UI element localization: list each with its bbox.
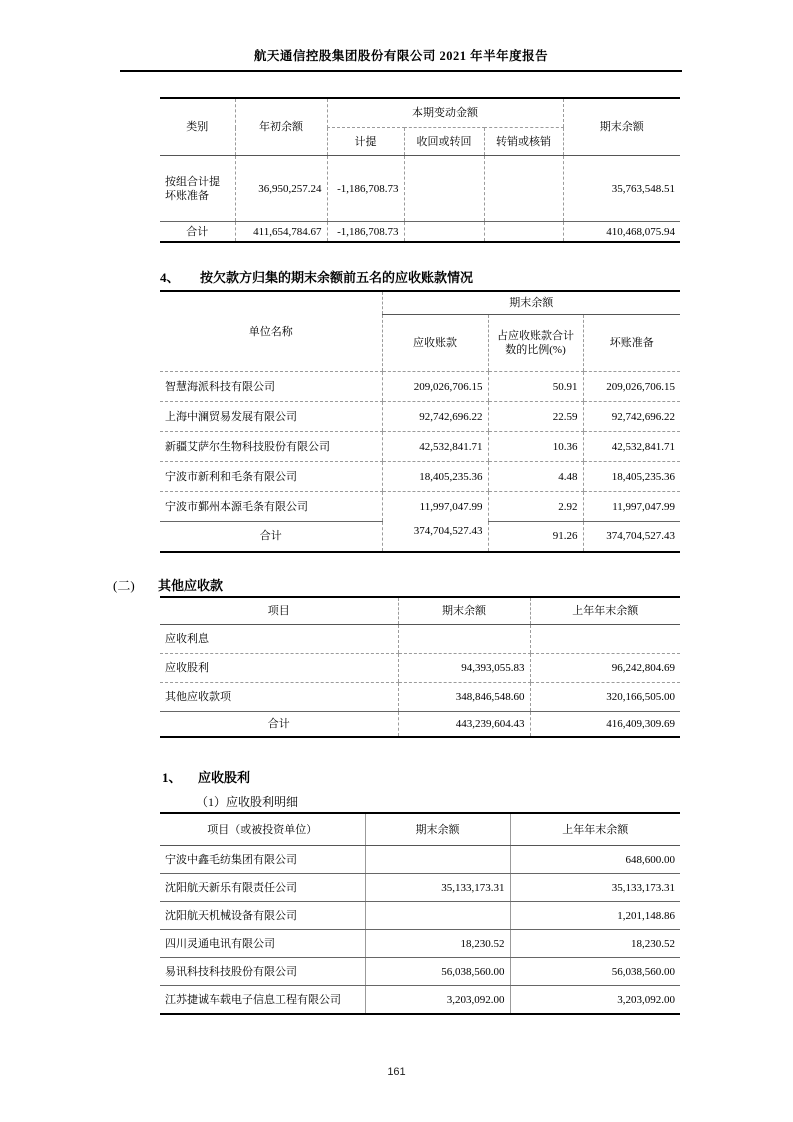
amount-cell: 648,600.00: [510, 846, 680, 874]
table-row: [160, 462, 680, 492]
amount-cell: [365, 902, 510, 930]
table-row: [160, 958, 680, 986]
col-header-ratio: 占应收账款合计数的比例(%): [488, 315, 583, 372]
section-heading-dividend: [162, 767, 250, 786]
section-number: (二): [113, 578, 135, 593]
amount-cell: 3,203,092.00: [365, 986, 510, 1015]
total-label-cell: 合计: [259, 530, 282, 543]
table-row: [160, 846, 680, 874]
page-number: 161: [387, 1066, 406, 1078]
amount-cell: 348,846,548.60: [398, 683, 530, 712]
amount-cell: [404, 156, 484, 222]
amount-cell: 18,230.52: [365, 930, 510, 958]
table-row: [160, 930, 680, 958]
amount-cell: 209,026,706.15: [382, 372, 488, 402]
table-row: [160, 372, 680, 402]
col-header-prior: 上年年末余额: [530, 597, 680, 625]
amount-cell: 18,230.52: [510, 930, 680, 958]
dividend-detail-table: [160, 812, 680, 1015]
item-cell: 其他应收款项: [160, 683, 398, 712]
unit-name-cell: 宁波市鄞州本源毛条有限公司: [160, 492, 382, 522]
section-title: 按欠款方归集的期末余额前五名的应收账款情况: [200, 270, 474, 285]
amount-cell: 35,133,173.31: [365, 874, 510, 902]
amount-cell: 11,997,047.99: [583, 492, 680, 522]
amount-cell: 35,133,173.31: [510, 874, 680, 902]
col-header-category: 类别: [160, 98, 235, 156]
table-total-row: [160, 712, 680, 738]
item-cell: 江苏捷诚车载电子信息工程有限公司: [165, 993, 341, 1006]
table-row: [160, 625, 680, 654]
subsection-heading-dividend-detail: （1）应收股利明细: [196, 795, 299, 809]
ratio-cell: 2.92: [488, 492, 583, 522]
amount-cell: [365, 846, 510, 874]
table-header-row: [160, 98, 680, 128]
header-rule: [120, 70, 682, 72]
item-cell: 应收利息: [160, 625, 398, 654]
item-cell: 沈阳航天新乐有限责任公司: [160, 874, 365, 902]
amount-cell: 96,242,804.69: [530, 654, 680, 683]
col-header-prior: 上年年末余额: [510, 813, 680, 846]
ratio-cell: 50.91: [488, 372, 583, 402]
item-cell: 宁波中鑫毛纺集团有限公司: [160, 846, 365, 874]
amount-cell: 92,742,696.22: [382, 402, 488, 432]
ratio-cell: 91.26: [488, 522, 583, 552]
amount-cell: 443,239,604.43: [398, 712, 530, 738]
col-header-bad-debt: 坏账准备: [583, 315, 680, 372]
ratio-cell: 4.48: [488, 462, 583, 492]
col-header-written-off: 转销或核销: [484, 128, 563, 156]
col-header-opening: 年初余额: [235, 98, 327, 156]
table-row: [160, 432, 680, 462]
unit-name-cell: 新疆艾萨尔生物科技股份有限公司: [160, 432, 382, 462]
unit-name-cell: 上海中澜贸易发展有限公司: [160, 402, 382, 432]
amount-cell: 35,763,548.51: [563, 156, 680, 222]
col-header-closing: 期末余额: [563, 98, 680, 156]
amount-cell: 18,405,235.36: [382, 462, 488, 492]
amount-cell: [404, 222, 484, 243]
amount-cell: -1,186,708.73: [327, 222, 404, 243]
amount-cell: 1,201,148.86: [510, 902, 680, 930]
amount-cell: 320,166,505.00: [530, 683, 680, 712]
col-header-change-group: 本期变动金额: [327, 98, 563, 128]
amount-cell: 374,704,527.43: [583, 522, 680, 552]
section-title: 应收股利: [198, 770, 251, 785]
item-cell: 易讯科技科技股份有限公司: [160, 958, 365, 986]
unit-name-cell: 宁波市新利和毛条有限公司: [160, 462, 382, 492]
table-row: [160, 902, 680, 930]
ratio-cell: 22.59: [488, 402, 583, 432]
other-receivables-table: [160, 596, 680, 738]
total-label-cell: 合计: [186, 225, 209, 238]
section-heading-top5: [160, 267, 473, 286]
col-header-accrual: 计提: [327, 128, 404, 156]
table-row: [160, 402, 680, 432]
table-header-row: [160, 291, 680, 315]
item-cell: 四川灵通电讯有限公司: [160, 930, 365, 958]
col-header-ar: 应收账款: [382, 315, 488, 372]
section-number: 1、: [162, 770, 182, 785]
category-cell: 按组合计提坏账准备: [160, 156, 235, 222]
amount-cell: -1,186,708.73: [327, 156, 404, 222]
table-row: [160, 986, 680, 1015]
ratio-cell: 10.36: [488, 432, 583, 462]
amount-cell: [484, 156, 563, 222]
col-header-item: 项目: [160, 597, 398, 625]
amount-cell: 56,038,560.00: [510, 958, 680, 986]
table-header-row: [160, 597, 680, 625]
section-number: 4、: [160, 270, 180, 285]
amount-cell: 209,026,706.15: [583, 372, 680, 402]
provision-movement-table: [160, 97, 680, 243]
top5-receivables-table: [160, 290, 680, 553]
total-label-cell: 合计: [267, 718, 290, 730]
section-title: 其他应收款: [158, 578, 224, 593]
amount-cell: 18,405,235.36: [583, 462, 680, 492]
table-row: [160, 492, 680, 522]
table-row: [160, 874, 680, 902]
amount-cell: [484, 222, 563, 243]
amount-cell: [530, 625, 680, 654]
amount-cell: 416,409,309.69: [530, 712, 680, 738]
amount-cell: 374,704,527.43: [382, 522, 488, 552]
table-row: [160, 683, 680, 712]
section-heading-other: [113, 575, 223, 594]
col-header-item: 项目（或被投资单位）: [160, 813, 365, 846]
amount-cell: 11,997,047.99: [382, 492, 488, 522]
table-total-row: [160, 222, 680, 243]
amount-cell: 42,532,841.71: [583, 432, 680, 462]
amount-cell: [398, 625, 530, 654]
amount-cell: 42,532,841.71: [382, 432, 488, 462]
table-row: [160, 654, 680, 683]
page-header-title: 航天通信控股集团股份有限公司 2021 年半年度报告: [253, 49, 549, 63]
unit-name-cell: 智慧海派科技有限公司: [160, 372, 382, 402]
item-cell: 应收股利: [160, 654, 398, 683]
amount-cell: 411,654,784.67: [235, 222, 327, 243]
table-total-row: [160, 522, 680, 552]
col-header-closing: 期末余额: [398, 597, 530, 625]
amount-cell: 36,950,257.24: [235, 156, 327, 222]
amount-cell: 410,468,075.94: [563, 222, 680, 243]
amount-cell: 92,742,696.22: [583, 402, 680, 432]
amount-cell: 94,393,055.83: [398, 654, 530, 683]
amount-cell: 56,038,560.00: [365, 958, 510, 986]
col-header-closing: 期末余额: [365, 813, 510, 846]
table-header-row: [160, 813, 680, 846]
table-row: [160, 156, 680, 222]
amount-cell: 3,203,092.00: [510, 986, 680, 1015]
col-header-recovered: 收回或转回: [404, 128, 484, 156]
col-header-unit: 单位名称: [160, 291, 382, 372]
col-header-closing-group: 期末余额: [382, 291, 680, 315]
item-cell: 沈阳航天机械设备有限公司: [160, 902, 365, 930]
